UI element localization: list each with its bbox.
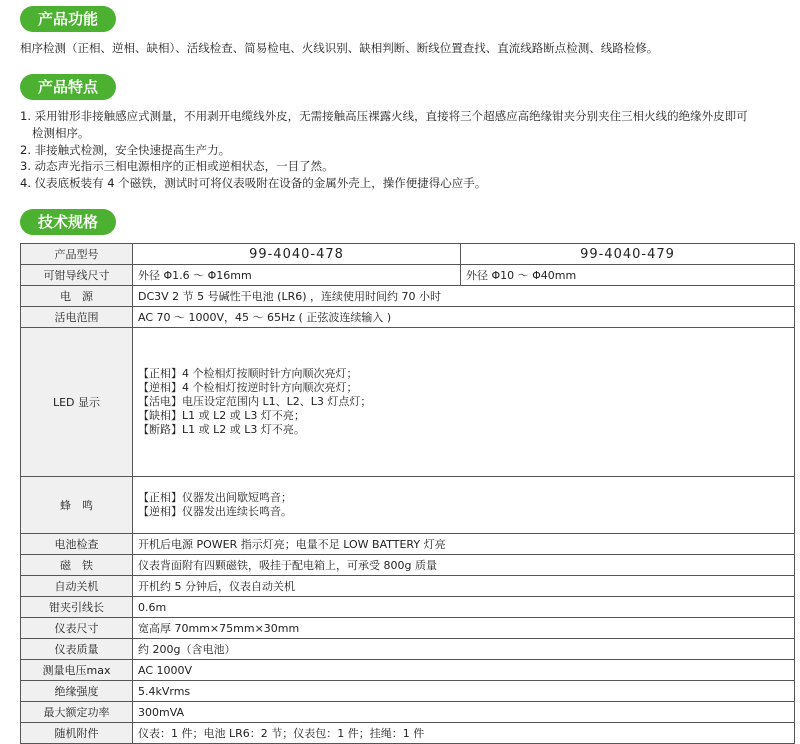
spec-value-rated-power: 300mVA <box>133 702 795 723</box>
spec-label-beep: 蜂 鸣 <box>21 477 133 534</box>
spec-value-accessories: 仪表：1 件；电池 LR6：2 节；仪表包：1 件；挂绳：1 件 <box>133 723 795 744</box>
spec-value-power: DC3V 2 节 5 号碱性干电池 (LR6) ，连续使用时间约 70 小时 <box>133 286 795 307</box>
spec-row-rated-power <box>21 702 795 723</box>
spec-value-battery: 开机后电源 POWER 指示灯亮；电量不足 LOW BATTERY 灯亮 <box>133 534 795 555</box>
spec-row-voltage <box>21 660 795 681</box>
spec-value-beep <box>133 477 795 534</box>
spec-value-led <box>133 328 795 477</box>
spec-label-clamp: 可钳导线尺寸 <box>21 265 133 286</box>
led-line: 【逆相】4 个检相灯按逆时针方向顺次亮灯； <box>138 381 358 394</box>
led-line: 【缺相】L1 或 L2 或 L3 灯不亮； <box>138 409 305 422</box>
beep-line: 【正相】仪器发出间歇短鸣音； <box>138 491 292 504</box>
feature-item-3: 3. 动态声光指示三相电源相序的正相或逆相状态，一目了然。 <box>20 159 334 174</box>
feature-item-4: 4. 仪表底板装有 4 个磁铁，测试时可将仪表吸附在设备的金属外壳上，操作便捷得心应手。 <box>20 176 487 191</box>
spec-row-magnet <box>21 555 795 576</box>
spec-value-lead: 0.6m <box>133 597 795 618</box>
spec-label-insulation: 绝缘强度 <box>21 681 133 702</box>
spec-value-live: AC 70 ～ 1000V，45 ～ 65Hz ( 正弦波连续输入 ) <box>133 307 795 328</box>
spec-label-rated-power: 最大额定功率 <box>21 702 133 723</box>
led-line: 【活电】电压设定范围内 L1、L2、L3 灯点灯； <box>138 395 372 408</box>
spec-row-weight <box>21 639 795 660</box>
led-line: 【断路】L1 或 L2 或 L3 灯不亮。 <box>138 423 305 436</box>
spec-row-autooff <box>21 576 795 597</box>
specs-heading: 技术规格 <box>20 209 116 235</box>
spec-value-insulation: 5.4kVrms <box>133 681 795 702</box>
spec-label-power: 电 源 <box>21 286 133 307</box>
spec-clamp-a: 外径 Φ1.6 ～ Φ16mm <box>133 265 461 286</box>
spec-row-model <box>21 244 795 265</box>
spec-row-led <box>21 328 795 477</box>
spec-label-magnet: 磁 铁 <box>21 555 133 576</box>
spec-label-weight: 仪表质量 <box>21 639 133 660</box>
functions-heading: 产品功能 <box>20 6 116 32</box>
spec-label-model: 产品型号 <box>21 244 133 265</box>
spec-row-power <box>21 286 795 307</box>
beep-line: 【逆相】仪器发出连续长鸣音。 <box>138 505 292 518</box>
spec-model-a: 99-4040-478 <box>133 244 461 265</box>
spec-row-live <box>21 307 795 328</box>
spec-label-battery: 电池检查 <box>21 534 133 555</box>
spec-row-lead <box>21 597 795 618</box>
spec-row-size <box>21 618 795 639</box>
spec-row-clamp <box>21 265 795 286</box>
spec-label-live: 活电范围 <box>21 307 133 328</box>
spec-label-autooff: 自动关机 <box>21 576 133 597</box>
spec-row-beep <box>21 477 795 534</box>
spec-label-lead: 钳夹引线长 <box>21 597 133 618</box>
spec-label-led: LED 显示 <box>21 328 133 477</box>
spec-row-battery <box>21 534 795 555</box>
features-list <box>20 108 748 192</box>
spec-label-accessories: 随机附件 <box>21 723 133 744</box>
feature-item-1-cont: 检测相序。 <box>32 125 90 140</box>
features-heading: 产品特点 <box>20 74 116 100</box>
spec-clamp-b: 外径 Φ10 ～ Φ40mm <box>461 265 795 286</box>
led-line: 【正相】4 个检相灯按顺时针方向顺次亮灯； <box>138 367 358 380</box>
spec-label-size: 仪表尺寸 <box>21 618 133 639</box>
feature-item-1: 1. 采用钳形非接触感应式测量，不用剥开电缆线外皮，无需接触高压裸露火线，直接将三个超感应高绝缘钳夹分别夹住三相火线的绝缘外皮即可 <box>20 109 748 123</box>
spec-value-magnet: 仪表背面附有四颗磁铁，吸挂于配电箱上，可承受 800g 质量 <box>133 555 795 576</box>
spec-table <box>20 243 795 744</box>
spec-value-autooff: 开机约 5 分钟后，仪表自动关机 <box>133 576 795 597</box>
spec-value-voltage: AC 1000V <box>133 660 795 681</box>
feature-item-2: 2. 非接触式检测，安全快速提高生产力。 <box>20 142 231 157</box>
spec-model-b: 99-4040-479 <box>461 244 795 265</box>
functions-text: 相序检测（正相、逆相、缺相）、活线检查、简易检电、火线识别、缺相判断、断线位置查找、直流线路断点检测、线路检修。 <box>20 41 659 55</box>
spec-row-insulation <box>21 681 795 702</box>
spec-value-weight: 约 200g（含电池） <box>133 639 795 660</box>
spec-value-size: 宽高厚 70mm×75mm×30mm <box>133 618 795 639</box>
spec-label-voltage: 测量电压max <box>21 660 133 681</box>
spec-row-accessories <box>21 723 795 744</box>
